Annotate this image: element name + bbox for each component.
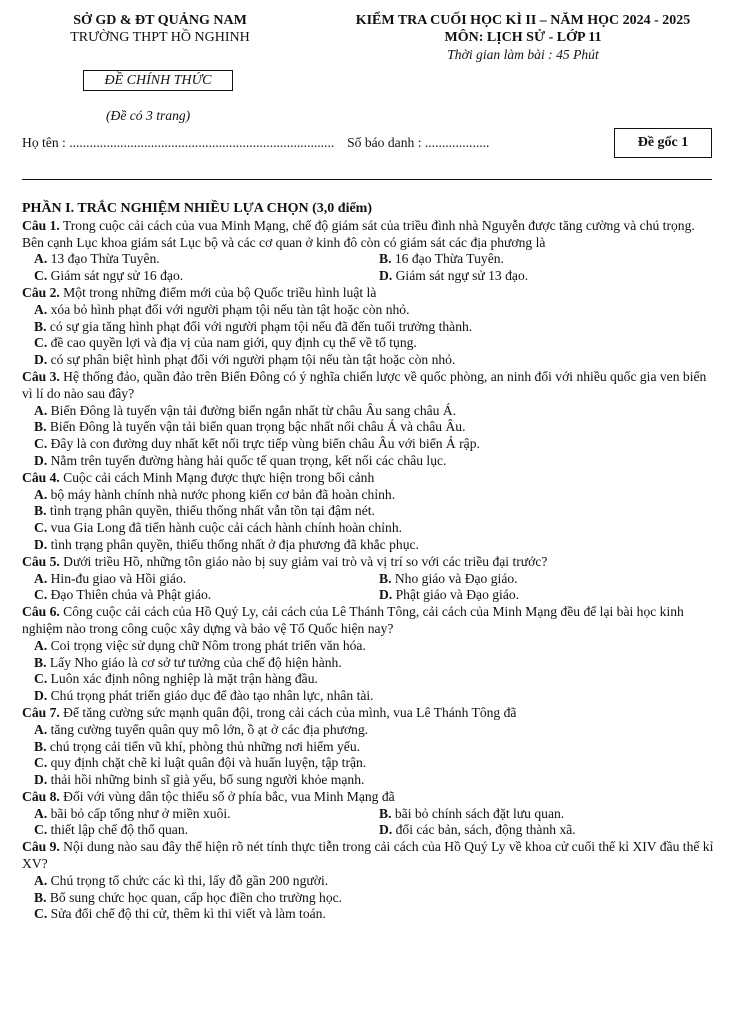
option-letter: A. [34, 301, 48, 317]
question-text: Công cuộc cải cách của Hồ Quý Ly, cải cách của Lê Thánh Tông, cải cách của Minh Mạng đều để lại bài học kinh nghiệm nào trong công cuộc xây dựng và bảo vệ Tổ Quốc hiện nay? [22, 604, 684, 636]
option-text: Biển Đông là tuyến vận tải biển quan trọng bậc nhất nối châu Á và châu Âu. [46, 419, 466, 435]
question [22, 470, 718, 487]
department-name: SỞ GD & ĐT QUẢNG NAM [73, 13, 247, 28]
option-text: Nho giáo và Đạo giáo. [391, 570, 518, 586]
option [22, 722, 718, 739]
question [22, 705, 718, 722]
option-text: quy định chặt chẽ kỉ luật quân đội và huấn luyện, tập trận. [47, 755, 367, 771]
option-letter: C. [34, 671, 48, 687]
option [22, 487, 718, 504]
school-name: TRƯỜNG THPT HỒ NGHINH [70, 29, 250, 45]
option-letter: A. [34, 637, 48, 653]
option [22, 503, 718, 520]
option-letter: B. [379, 251, 392, 267]
option-letter: C. [34, 520, 48, 536]
option-letter: C. [34, 822, 48, 838]
question [22, 554, 718, 571]
option [22, 739, 718, 756]
candidate-info-row [22, 135, 489, 152]
option-text: có sự phân biệt hình phạt đối với người phạm tội nếu tàn tật hoặc còn nhỏ. [47, 352, 456, 368]
option [22, 335, 718, 352]
option-text: 16 đạo Thừa Tuyên. [391, 251, 504, 267]
option-letter: D. [379, 268, 393, 284]
option-letter: D. [34, 452, 48, 468]
option [22, 319, 718, 336]
official-exam-box: ĐỀ CHÍNH THỨC [83, 70, 233, 91]
question-text: Đối với vùng dân tộc thiểu số ở phía bắc, vua Minh Mạng đã [59, 788, 395, 804]
option-letter: C. [34, 587, 48, 603]
option [34, 571, 379, 588]
option [22, 419, 718, 436]
option-text: chú trọng cải tiến vũ khí, phòng thủ những nơi hiểm yếu. [46, 738, 361, 754]
option [22, 537, 718, 554]
option [22, 671, 718, 688]
option [22, 638, 718, 655]
option-text: 13 đạo Thừa Tuyên. [47, 251, 160, 267]
option-letter: A. [34, 805, 48, 821]
option [22, 890, 718, 907]
option-text: Đây là con đường duy nhất kết nối trực tiếp vùng biển châu Âu với biển Ả rập. [47, 436, 480, 452]
question-number: Câu 7. [22, 704, 60, 720]
option-letter: C. [34, 906, 48, 922]
option-text: Giám sát ngự sử 13 đạo. [392, 268, 529, 284]
question-number: Câu 4. [22, 469, 60, 485]
option [34, 251, 379, 268]
option-text: Biển Đông là tuyến vận tải đường biển ngắn nhất từ châu Âu sang châu Á. [47, 402, 457, 418]
question-number: Câu 1. [22, 217, 60, 233]
option [22, 906, 718, 923]
option-text: Phật giáo và Đạo giáo. [392, 587, 520, 603]
option [379, 822, 719, 839]
option-text: Luôn xác định nông nghiệp là mặt trận hàng đầu. [47, 671, 318, 687]
option-letter: C. [34, 436, 48, 452]
question-text: Hệ thống đảo, quần đảo trên Biển Đông có ý nghĩa chiến lược về quốc phòng, an ninh đối với nhiều quốc gia ven biển vì lí do nào sau đây? [22, 368, 707, 401]
option-letter: D. [34, 688, 48, 704]
option [379, 806, 719, 823]
exam-code-box: Đề gốc 1 [614, 128, 712, 158]
question-text: Để tăng cường sức mạnh quân đội, trong cải cách của mình, vua Lê Thánh Tông đã [59, 704, 517, 720]
part-title: PHẦN I. TRẮC NGHIỆM NHIỀU LỰA CHỌN (3,0 điểm) [22, 201, 373, 216]
exam-title: KIỂM TRA CUỐI HỌC KÌ II – NĂM HỌC 2024 - 2025 [355, 13, 691, 28]
question-number: Câu 9. [22, 839, 60, 855]
option-text: tình trạng phân quyền, thiếu thống nhất ở địa phương đã khắc phục. [47, 536, 419, 552]
question-text: Dưới triều Hồ, những tôn giáo nào bị suy giảm vai trò và vị trí so với các triều đại trước? [59, 553, 548, 569]
header-divider [22, 179, 712, 180]
option-letter: A. [34, 721, 48, 737]
option [34, 806, 379, 823]
option [379, 587, 719, 604]
option-grid [22, 251, 718, 285]
option-text: bộ máy hành chính nhà nước phong kiến cơ bản đã hoàn chỉnh. [47, 486, 396, 502]
option [379, 571, 719, 588]
option [22, 688, 718, 705]
option [22, 352, 718, 369]
question [22, 218, 718, 252]
option-text: Sửa đổi chế độ thi cử, thêm kì thi viết và làm toán. [47, 906, 326, 922]
option-text: Hin-đu giao và Hồi giáo. [47, 570, 187, 586]
question [22, 839, 718, 873]
option-text: có sự gia tăng hình phạt đối với người phạm tội nếu đã đến tuổi trưởng thành. [46, 318, 473, 334]
question-text: Cuộc cải cách Minh Mạng được thực hiện trong bối cảnh [59, 469, 375, 485]
option-text: thiết lập chế độ thổ quan. [47, 822, 189, 838]
option-letter: A. [34, 570, 48, 586]
subject-title: MÔN: LỊCH SỬ - LỚP 11 [444, 29, 602, 45]
option-letter: D. [34, 536, 48, 552]
question-number: Câu 3. [22, 368, 60, 384]
question-number: Câu 2. [22, 284, 60, 300]
pages-note: (Đề có 3 trang) [106, 108, 191, 123]
option [22, 403, 718, 420]
option-text: tăng cường tuyển quân quy mô lớn, ồ ạt ở các địa phương. [47, 721, 369, 737]
question [22, 369, 718, 403]
option [22, 520, 718, 537]
option-grid [22, 571, 718, 605]
option [22, 302, 718, 319]
question-number: Câu 6. [22, 604, 60, 620]
option-text: Nằm trên tuyến đường hàng hải quốc tế quan trọng, kết nối các châu lục. [47, 452, 447, 468]
option-letter: C. [34, 268, 48, 284]
option-letter: B. [34, 738, 47, 754]
option-text: Lấy Nho giáo là cơ sở tư tưởng của chế độ hiện hành. [46, 654, 342, 670]
option [379, 268, 719, 285]
option [22, 772, 718, 789]
option-text: Giám sát ngự sử 16 đạo. [47, 268, 184, 284]
question [22, 604, 718, 638]
option-letter: B. [34, 889, 47, 905]
option-letter: C. [34, 335, 48, 351]
option-letter: B. [379, 570, 392, 586]
option-letter: A. [34, 251, 48, 267]
question-text: Trong cuộc cải cách của vua Minh Mạng, chế độ giám sát của triều đình nhà Nguyễn được tăng cường và chú trọng. Bên cạnh Lục khoa giám sát Lục bộ và các cơ quan ở kinh đô còn có giám sát các địa phương là [22, 217, 695, 250]
question-number: Câu 5. [22, 553, 60, 569]
option [22, 655, 718, 672]
option-text: tình trạng phân quyền, thiếu thống nhất vẫn tồn tại đậm nét. [46, 503, 375, 519]
option-text: bãi bỏ chính sách đặt lưu quan. [391, 805, 565, 821]
option-text: Chú trọng phát triển giáo dục để đào tạo nhân lực, nhân tài. [47, 688, 374, 704]
option-letter: D. [379, 822, 393, 838]
option-text: Chú trọng tổ chức các kì thi, lấy đỗ gần 200 người. [47, 872, 329, 888]
option [22, 873, 718, 890]
option-letter: A. [34, 872, 48, 888]
option [22, 436, 718, 453]
option-letter: C. [34, 755, 48, 771]
header-right [318, 13, 728, 63]
option-text: đề cao quyền lợi và địa vị của nam giới, quy định cụ thể về tố tụng. [47, 335, 417, 351]
option [379, 251, 719, 268]
option-text: thải hồi những binh sĩ già yếu, bổ sung người khỏe mạnh. [47, 772, 365, 788]
option-letter: B. [34, 503, 47, 519]
option-text: xóa bỏ hình phạt đối với người phạm tội nếu tàn tật hoặc còn nhỏ. [47, 301, 410, 317]
option [34, 822, 379, 839]
option-letter: B. [379, 805, 392, 821]
question-text: Một trong những điểm mới của bộ Quốc triều hình luật là [59, 284, 377, 300]
option-text: vua Gia Long đã tiến hành cuộc cải cách hành chính hoàn chỉnh. [47, 520, 403, 536]
option [34, 268, 379, 285]
option-letter: D. [34, 772, 48, 788]
question-text: Nội dung nào sau đây thể hiện rõ nét tính thực tiễn trong cải cách của Hồ Quý Ly về khoa cử cuối thế kỉ XIV đầu thế kỉ XV? [22, 839, 714, 872]
option-text: Coi trọng việc sử dụng chữ Nôm trong phát triển văn hóa. [47, 637, 366, 653]
option-letter: A. [34, 402, 48, 418]
option-letter: B. [34, 318, 47, 334]
option-letter: D. [34, 352, 48, 368]
option-text: Đạo Thiên chúa và Phật giáo. [47, 587, 212, 603]
exam-content [22, 201, 718, 923]
option-letter: B. [34, 654, 47, 670]
option [34, 587, 379, 604]
candidate-name-field: Họ tên : .............................................................................. [22, 135, 335, 150]
option-text: đổi các bản, sách, động thành xã. [392, 822, 576, 838]
option-text: Bổ sung chức học quan, cấp học điền cho trường học. [46, 889, 343, 905]
exam-duration: Thời gian làm bài : 45 Phút [447, 46, 599, 62]
option [22, 453, 718, 470]
question [22, 285, 718, 302]
option-letter: B. [34, 419, 47, 435]
candidate-id-field: Số báo danh : ................... [347, 135, 490, 150]
question [22, 789, 718, 806]
option-letter: D. [379, 587, 393, 603]
option-grid [22, 806, 718, 840]
header-left [30, 13, 290, 47]
question-number: Câu 8. [22, 788, 60, 804]
option [22, 755, 718, 772]
option-text: bãi bỏ cấp tổng như ở miền xuôi. [47, 805, 231, 821]
option-letter: A. [34, 486, 48, 502]
